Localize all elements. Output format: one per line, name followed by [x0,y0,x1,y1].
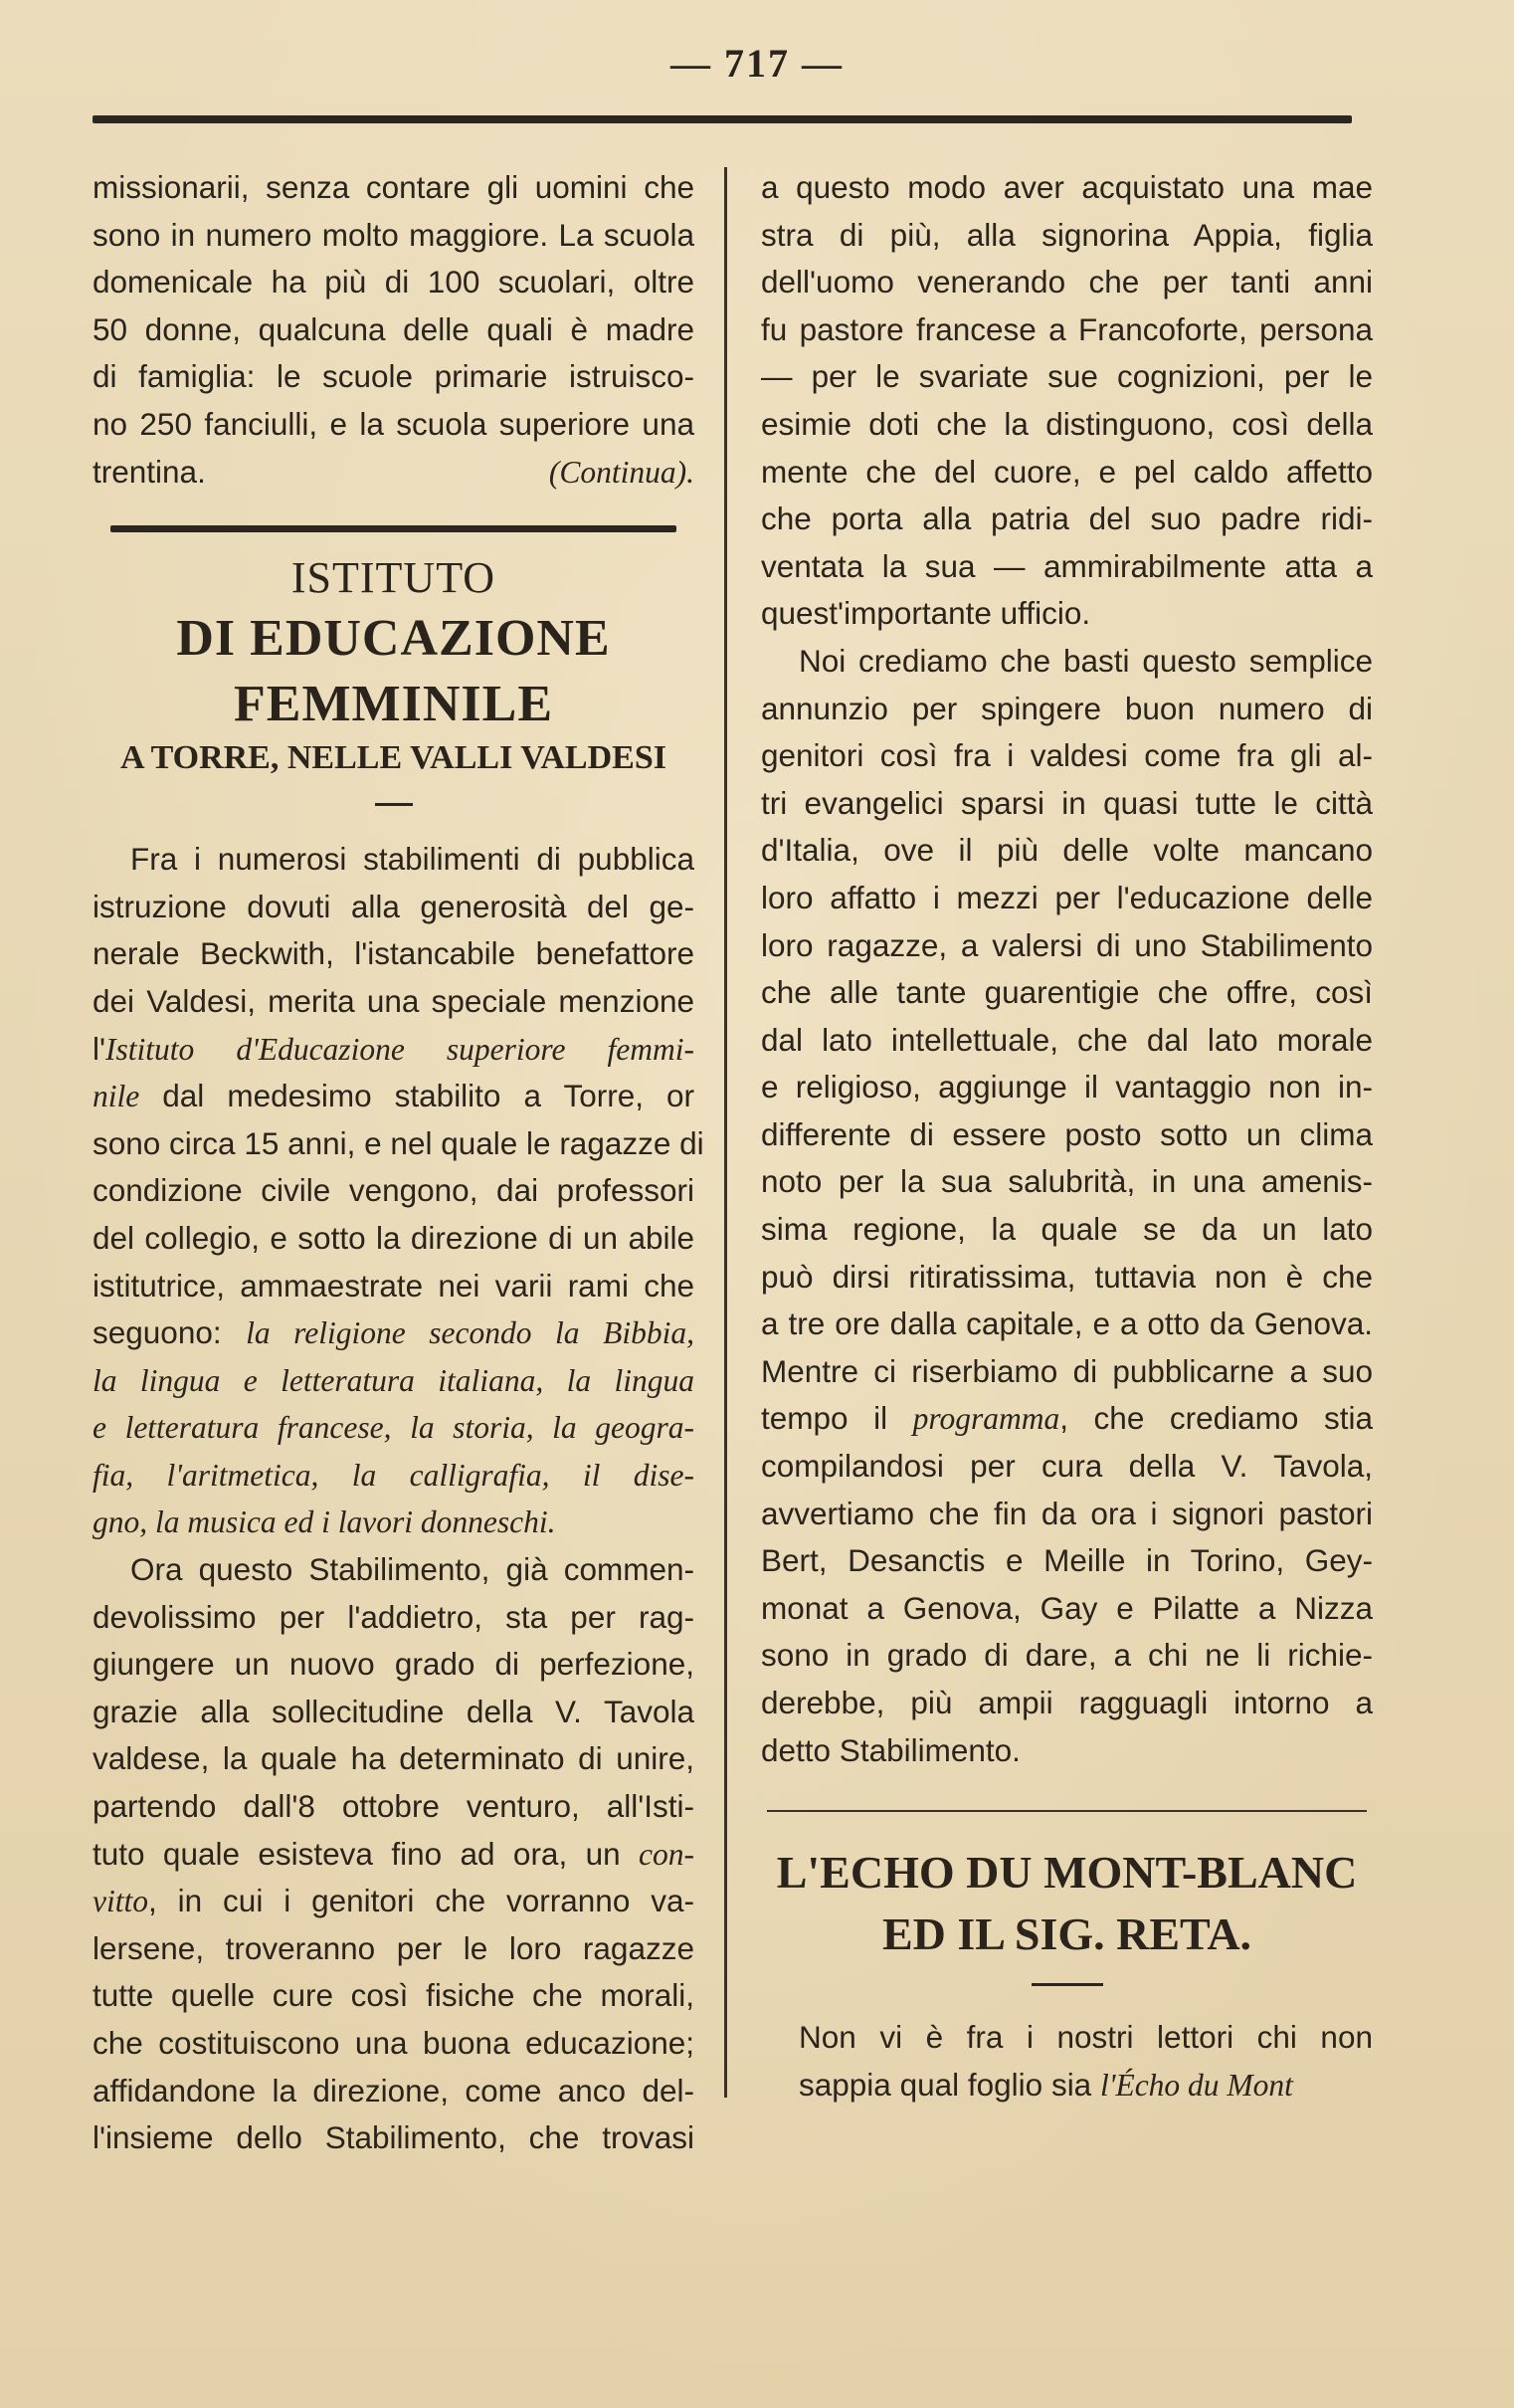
text-line: giungere un nuovo grado di perfezione, [93,1646,694,1683]
text-line: dei Valdesi, merita una speciale menzione [93,982,694,1019]
text-line: di famiglia: le scuole primarie istruisco- [93,358,694,395]
text-line: può dirsi ritiratissima, tuttavia non è che [761,1258,1373,1295]
text-line: Noi crediamo che basti questo semplice [799,642,1373,679]
italic-fragment: nile [93,1079,140,1114]
italic-line: fia, l'aritmetica, la calligrafia, il dise- [93,1457,694,1493]
text-line: nerale Beckwith, l'istancabile benefattore [93,935,694,972]
text-line: devolissimo per l'addietro, sta per rag- [93,1598,694,1635]
text-line: esimie doti che la distinguono, così della [761,405,1373,442]
text-line: fu pastore francese a Francoforte, persona [761,310,1373,347]
text-line: che alle tante guarentigie che offre, così [761,974,1373,1011]
text-fragment: , in cui i genitori che vorranno va- [148,1883,694,1919]
text-line: a questo modo aver acquistato una mae [761,169,1373,205]
text-line: stra di più, alla signorina Appia, figlia [761,216,1373,253]
italic-fragment: con- [639,1836,694,1872]
text-line: annunzio per spingere buon numero di [761,690,1373,726]
text-fragment: sappia qual foglio sia [799,2066,1100,2103]
text-line: Bert, Desanctis e Meille in Torino, Gey- [761,1542,1373,1579]
article-title-line2: DI EDUCAZIONE FEMMINILE [176,610,611,733]
text-line: trentina. [93,453,206,490]
text-fragment: tempo il [761,1400,913,1437]
text-line: grazie alla sollecitudine della V. Tavola [93,1693,694,1729]
section-divider [767,1810,1367,1812]
text-line [761,1395,1373,1443]
italic-line: la lingua e letteratura italiana, la lingua [93,1362,694,1398]
text-line: Fra i numerosi stabilimenti di pubblica [130,841,694,878]
text-line: e religioso, aggiunge il vantaggio non in- [761,1069,1373,1105]
italic-fragment: Istituto d'Educazione superiore femmi- [105,1031,694,1067]
text-line: tutte quelle cure così fisiche che morali, [93,1977,694,2014]
text-line: sono in numero molto maggiore. La scuola [93,216,694,253]
text-fragment: tuto quale esisteva fino ad ora, un [93,1835,640,1872]
left-column [93,164,704,2162]
italic-line: e letteratura francese, la storia, la geogra- [93,1410,694,1446]
text-line: Non vi è fra i nostri lettori chi non [799,2019,1373,2056]
article-paragraph-2 [93,1546,694,2162]
text-fragment: seguono: [93,1314,247,1351]
text-line: missionarii, senza contare gli uomini che [93,169,694,205]
text-line: Ora questo Stabilimento, già commen- [130,1551,694,1588]
text-line: che costituiscono una buona educazione; [93,2025,694,2061]
text-line [93,1831,694,1879]
article-paragraph-4 [761,638,1373,1774]
right-column [761,164,1373,2108]
text-fragment: l' [93,1030,106,1067]
continua-line [93,449,694,497]
text-line: Mentre ci riserbiamo di pubblicarne a suo [761,1352,1373,1389]
article-title-line3: A TORRE, NELLE VALLI VALDESI [120,739,666,777]
text-line: sono in grado di dare, a chi ne li richie- [761,1637,1373,1674]
text-line: loro affatto i mezzi per l'educazione delle [761,879,1373,915]
title-dash [1032,1983,1103,1986]
text-line: differente di essere posto sotto un clima [761,1115,1373,1152]
text-line: 50 donne, qualcuna delle quali è madre [93,310,694,347]
text-line: genitori così fra i valdesi come fra gli al- [761,737,1373,774]
text-line: — per le svariate sue cognizioni, per le [761,358,1373,395]
text-line: valdese, la quale ha determinato di unire, [93,1740,694,1777]
text-line: sono circa 15 anni, e nel quale le ragazze di [93,1124,704,1161]
text-line: che porta alla patria del suo padre ridi- [761,501,1373,537]
text-line [93,1309,694,1357]
text-line: noto per la sua salubrità, in una amenis- [761,1163,1373,1200]
text-line: quest'importante ufficio. [761,595,1091,632]
text-line: d'Italia, ove il più delle volte mancano [761,832,1373,869]
text-line: dal lato intellettuale, che dal lato morale [761,1021,1373,1058]
intro-paragraph [93,164,694,496]
article2-title-line2: ED IL SIG. RETA. [881,1908,1252,1960]
text-line: a tre ore dalla capitale, e a otto da Genova. [761,1305,1373,1342]
italic-fragment: la religione secondo la Bibbia, [246,1315,694,1351]
text-line: mente che del cuore, e pel caldo affetto [761,453,1373,490]
text-line: affidandone la direzione, come anco del- [93,2072,694,2108]
text-line: no 250 fanciulli, e la scuola superiore una [93,405,694,442]
continua-note: (Continua). [548,454,694,490]
text-line [93,1073,694,1120]
text-fragment: , che crediamo stia [1059,1400,1373,1437]
italic-line: gno, la musica ed i lavori donneschi. [93,1505,556,1540]
article-paragraph-3 [761,164,1373,638]
text-line: derebbe, più ampii ragguagli intorno a [761,1685,1373,1720]
text-line: condizione civile vengono, dai professori [93,1172,694,1209]
text-line: l'insieme dello Stabilimento, che trovasi [93,2119,694,2156]
text-line: domenicale ha più di 100 scuolari, oltre [93,264,694,301]
text-line: ventata la sua — ammirabilmente atta a [761,547,1373,584]
text-line [93,1878,694,1925]
text-line: lersene, troveranno per le loro ragazze [93,1929,694,1966]
text-line: del collegio, e sotto la direzione di un abile [93,1219,694,1256]
text-line: istitutrice, ammaestrate nei varii rami che [93,1267,694,1304]
text-line: loro ragazze, a valersi di uno Stabilimento [761,926,1373,963]
section-divider [110,525,676,532]
text-line: detto Stabilimento. [761,1731,1021,1768]
text-line: istruzione dovuti alla generosità del ge- [93,888,694,924]
article-title-line1: ISTITUTO [290,553,496,603]
text-line: tri evangelici sparsi in quasi tutte le città [761,784,1373,821]
text-line: avvertiamo che fin da ora i signori pastori [761,1495,1373,1531]
italic-fragment: programma [912,1401,1060,1437]
text-line: monat a Genova, Gay e Pilatte a Nizza [761,1589,1373,1626]
page-number: — 717 — [670,41,844,86]
text-line: dell'uomo venerando che per tanti anni [761,264,1373,301]
text-line: partendo dall'8 ottobre venturo, all'Isti- [93,1788,694,1825]
article2-title-line1: L'ECHO DU MONT-BLANC [776,1847,1358,1899]
text-fragment: dal medesimo stabilito a Torre, or [139,1078,694,1114]
article-paragraph-5 [761,2014,1373,2108]
article-paragraph-1 [93,836,704,1546]
text-line: sima regione, la quale se da un lato [761,1211,1373,1248]
text-line [93,1026,694,1074]
italic-fragment: vitto [93,1884,148,1919]
title-dash [375,803,413,806]
italic-fragment: l'Écho du Mont [1099,2067,1293,2103]
text-line [761,2062,1373,2109]
text-line: compilandosi per cura della V. Tavola, [761,1448,1373,1485]
header-rule [93,115,1352,123]
column-divider [724,167,727,2098]
